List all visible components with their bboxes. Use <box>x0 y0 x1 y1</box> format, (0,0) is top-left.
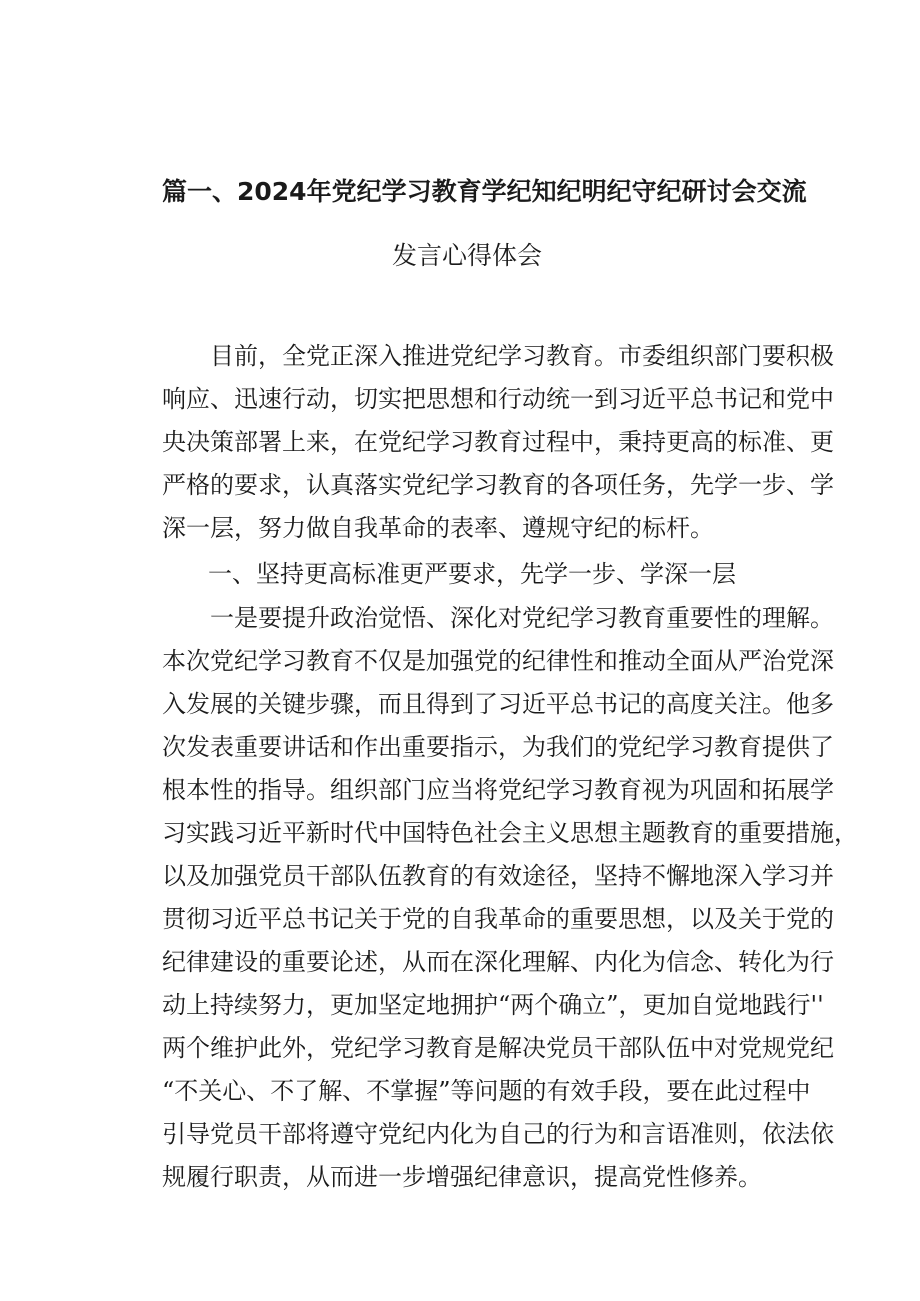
paragraph-line: 一是要提升政治觉悟、深化对党纪学习教育重要性的理解。 <box>162 604 834 632</box>
paragraph-line: 央决策部署上来，在党纪学习教育过程中，秉持更高的标准、更 <box>162 428 834 456</box>
paragraph-line: “不关心、不了解、不掌握”等问题的有效手段，要在此过程中 <box>162 1077 811 1105</box>
paragraph-line: 本次党纪学习教育不仅是加强党的纪律性和推动全面从严治党深 <box>162 647 834 675</box>
section-heading: 一、坚持更高标准更严要求，先学一步、学深一层 <box>208 560 736 588</box>
paragraph-line: 习实践习近平新时代中国特色社会主义思想主题教育的重要措施， <box>162 819 858 847</box>
paragraph-line: 引导党员干部将遵守党纪内化为自己的行为和言语准则，依法依 <box>162 1120 834 1148</box>
paragraph-line: 规履行职责，从而进一步增强纪律意识，提高党性修养。 <box>162 1163 762 1191</box>
paragraph-line: 纪律建设的重要论述，从而在深化理解、内化为信念、转化为行 <box>162 948 834 976</box>
paragraph-line: 根本性的指导。组织部门应当将党纪学习教育视为巩固和拓展学 <box>162 776 834 804</box>
paragraph-line: 深一层，努力做自我革命的表率、遵规守纪的标杆。 <box>162 514 714 542</box>
paragraph-line: 以及加强党员干部队伍教育的有效途径，坚持不懈地深入学习并 <box>162 862 834 890</box>
paragraph-line: 目前，全党正深入推进党纪学习教育。市委组织部门要积极 <box>162 342 834 370</box>
paragraph-line: 两个维护此外，党纪学习教育是解决党员干部队伍中对党规党纪 <box>162 1034 834 1062</box>
paragraph-line: 次发表重要讲话和作出重要指示，为我们的党纪学习教育提供了 <box>162 733 834 761</box>
paragraph-line: 动上持续努力，更加坚定地拥护“两个确立”，更加自觉地践行'' <box>162 991 824 1019</box>
paragraph-line: 贯彻习近平总书记关于党的自我革命的重要思想，以及关于党的 <box>162 905 834 933</box>
document-title-line-1: 篇一、2024年党纪学习教育学纪知纪明纪守纪研讨会交流 <box>162 177 807 206</box>
document-title-line-2: 发言心得体会 <box>392 241 543 270</box>
paragraph-line: 响应、迅速行动，切实把思想和行动统一到习近平总书记和党中 <box>162 385 834 413</box>
paragraph-line: 入发展的关键步骤，而且得到了习近平总书记的高度关注。他多 <box>162 690 834 718</box>
paragraph-line: 严格的要求，认真落实党纪学习教育的各项任务，先学一步、学 <box>162 471 834 499</box>
